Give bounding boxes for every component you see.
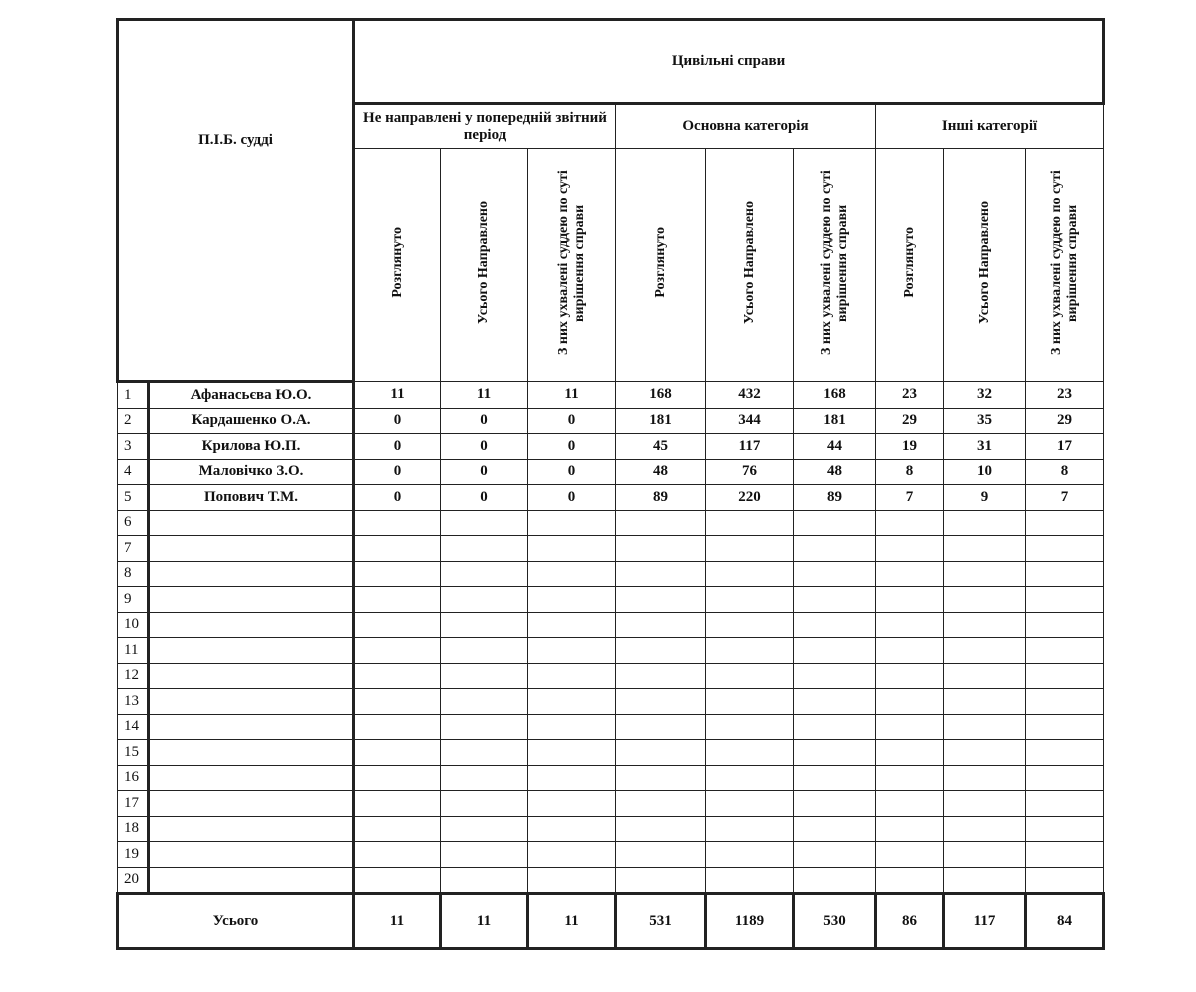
- judge-name: [149, 510, 354, 536]
- value-cell: 48: [794, 459, 876, 485]
- value-cell: [1026, 740, 1104, 766]
- subcolumn-header: [528, 149, 616, 382]
- row-number: 2: [118, 408, 149, 434]
- value-cell: [706, 842, 794, 868]
- value-cell: [706, 561, 794, 587]
- value-cell: [441, 561, 528, 587]
- row-number: 19: [118, 842, 149, 868]
- value-cell: [794, 714, 876, 740]
- value-cell: 0: [528, 459, 616, 485]
- value-cell: 181: [794, 408, 876, 434]
- value-cell: [354, 867, 441, 894]
- total-cell: 86: [876, 894, 944, 949]
- value-cell: [354, 536, 441, 562]
- value-cell: [354, 791, 441, 817]
- value-cell: [876, 867, 944, 894]
- value-cell: [354, 842, 441, 868]
- value-cell: [706, 536, 794, 562]
- value-cell: 0: [441, 459, 528, 485]
- value-cell: [1026, 612, 1104, 638]
- value-cell: 11: [441, 382, 528, 409]
- value-cell: 29: [1026, 408, 1104, 434]
- totals-row: [118, 894, 1104, 949]
- value-cell: [1026, 842, 1104, 868]
- judge-name: [149, 561, 354, 587]
- table-row: [118, 842, 1104, 868]
- value-cell: [441, 536, 528, 562]
- value-cell: [876, 740, 944, 766]
- value-cell: [616, 765, 706, 791]
- value-cell: 11: [528, 382, 616, 409]
- value-cell: [944, 816, 1026, 842]
- value-cell: 117: [706, 434, 794, 460]
- value-cell: [528, 791, 616, 817]
- table-row: [118, 663, 1104, 689]
- table-row: [118, 765, 1104, 791]
- value-cell: [354, 714, 441, 740]
- value-cell: [706, 765, 794, 791]
- value-cell: 0: [528, 434, 616, 460]
- value-cell: [794, 638, 876, 664]
- row-number: 17: [118, 791, 149, 817]
- row-number: 7: [118, 536, 149, 562]
- value-cell: [1026, 867, 1104, 894]
- value-cell: [441, 791, 528, 817]
- value-cell: 0: [441, 408, 528, 434]
- subcolumn-header-text: Розглянуто: [652, 227, 668, 298]
- value-cell: [441, 765, 528, 791]
- value-cell: [794, 612, 876, 638]
- value-cell: [528, 867, 616, 894]
- value-cell: [876, 842, 944, 868]
- table-row: [118, 382, 1104, 409]
- value-cell: [354, 740, 441, 766]
- value-cell: 44: [794, 434, 876, 460]
- value-cell: [944, 510, 1026, 536]
- value-cell: [794, 663, 876, 689]
- judge-name: [149, 740, 354, 766]
- value-cell: [1026, 791, 1104, 817]
- value-cell: 31: [944, 434, 1026, 460]
- value-cell: [616, 663, 706, 689]
- value-cell: [528, 740, 616, 766]
- value-cell: [944, 791, 1026, 817]
- value-cell: [944, 587, 1026, 613]
- subcolumn-header: [1026, 149, 1104, 382]
- total-cell: 84: [1026, 894, 1104, 949]
- value-cell: [706, 714, 794, 740]
- value-cell: [794, 689, 876, 715]
- value-cell: 48: [616, 459, 706, 485]
- value-cell: [706, 867, 794, 894]
- value-cell: [944, 638, 1026, 664]
- subcolumn-header-text: Усього Направлено: [976, 201, 992, 324]
- total-cell: 531: [616, 894, 706, 949]
- value-cell: [528, 587, 616, 613]
- value-cell: 0: [354, 485, 441, 511]
- judge-name: Кардашенко О.А.: [149, 408, 354, 434]
- value-cell: 8: [876, 459, 944, 485]
- value-cell: [528, 816, 616, 842]
- row-number: 6: [118, 510, 149, 536]
- value-cell: [441, 638, 528, 664]
- row-number: 4: [118, 459, 149, 485]
- value-cell: [441, 587, 528, 613]
- value-cell: [1026, 816, 1104, 842]
- value-cell: [1026, 765, 1104, 791]
- value-cell: [616, 714, 706, 740]
- value-cell: [1026, 561, 1104, 587]
- value-cell: [354, 510, 441, 536]
- value-cell: 89: [794, 485, 876, 511]
- value-cell: [616, 612, 706, 638]
- subcolumn-header-text: Розглянуто: [901, 227, 917, 298]
- value-cell: [528, 561, 616, 587]
- value-cell: [706, 510, 794, 536]
- value-cell: [944, 765, 1026, 791]
- value-cell: [944, 536, 1026, 562]
- value-cell: [441, 612, 528, 638]
- value-cell: [944, 612, 1026, 638]
- value-cell: [944, 689, 1026, 715]
- value-cell: 0: [441, 434, 528, 460]
- totals-label: Усього: [118, 894, 354, 949]
- value-cell: [616, 740, 706, 766]
- subcolumn-header: [441, 149, 528, 382]
- value-cell: 7: [1026, 485, 1104, 511]
- value-cell: 168: [616, 382, 706, 409]
- value-cell: [354, 587, 441, 613]
- value-cell: [616, 510, 706, 536]
- table-row: [118, 689, 1104, 715]
- value-cell: [876, 587, 944, 613]
- judge-name: Афанасьєва Ю.О.: [149, 382, 354, 409]
- group-header: Основна категорія: [616, 104, 876, 149]
- subcolumn-header-text: З них ухвалені суддею по суті вирішення справи: [1048, 170, 1080, 355]
- value-cell: [1026, 714, 1104, 740]
- table-row: [118, 561, 1104, 587]
- value-cell: 23: [1026, 382, 1104, 409]
- value-cell: [706, 740, 794, 766]
- value-cell: [876, 612, 944, 638]
- value-cell: [876, 510, 944, 536]
- value-cell: [528, 842, 616, 868]
- judge-name: [149, 689, 354, 715]
- value-cell: 45: [616, 434, 706, 460]
- value-cell: [794, 842, 876, 868]
- subcolumn-header: [354, 149, 441, 382]
- total-cell: 1189: [706, 894, 794, 949]
- row-number: 16: [118, 765, 149, 791]
- subcolumn-header-text: З них ухвалені суддею по суті вирішення справи: [818, 170, 850, 355]
- value-cell: 181: [616, 408, 706, 434]
- subcolumn-header-text: Усього Направлено: [476, 201, 491, 324]
- value-cell: [1026, 510, 1104, 536]
- judge-name: [149, 842, 354, 868]
- value-cell: 0: [441, 485, 528, 511]
- value-cell: [616, 791, 706, 817]
- value-cell: [876, 816, 944, 842]
- value-cell: [706, 638, 794, 664]
- value-cell: [794, 536, 876, 562]
- row-number: 20: [118, 867, 149, 894]
- judge-name: [149, 765, 354, 791]
- judge-name: [149, 587, 354, 613]
- value-cell: [616, 816, 706, 842]
- value-cell: [528, 765, 616, 791]
- value-cell: [528, 714, 616, 740]
- table-title: Цивільні справи: [354, 20, 1104, 104]
- value-cell: [1026, 587, 1104, 613]
- value-cell: [354, 689, 441, 715]
- value-cell: 220: [706, 485, 794, 511]
- subcolumn-header: [706, 149, 794, 382]
- row-number: 10: [118, 612, 149, 638]
- value-cell: [944, 561, 1026, 587]
- value-cell: [354, 765, 441, 791]
- value-cell: [441, 867, 528, 894]
- value-cell: 23: [876, 382, 944, 409]
- total-cell: 11: [528, 894, 616, 949]
- subcolumn-header-text: Розглянуто: [389, 227, 405, 298]
- judge-name: Маловічко З.О.: [149, 459, 354, 485]
- value-cell: [706, 587, 794, 613]
- value-cell: 0: [528, 408, 616, 434]
- value-cell: 29: [876, 408, 944, 434]
- table-row: [118, 740, 1104, 766]
- value-cell: [876, 791, 944, 817]
- value-cell: [876, 765, 944, 791]
- value-cell: [354, 663, 441, 689]
- subcolumn-header: [794, 149, 876, 382]
- table-row: [118, 714, 1104, 740]
- value-cell: [1026, 638, 1104, 664]
- value-cell: [354, 638, 441, 664]
- value-cell: [876, 689, 944, 715]
- subcolumn-header-text: З них ухвалені суддею по суті вирішення справи: [555, 170, 587, 355]
- value-cell: [528, 663, 616, 689]
- total-cell: 117: [944, 894, 1026, 949]
- value-cell: 19: [876, 434, 944, 460]
- value-cell: [528, 638, 616, 664]
- value-cell: 9: [944, 485, 1026, 511]
- table-row: [118, 612, 1104, 638]
- value-cell: 32: [944, 382, 1026, 409]
- value-cell: [528, 689, 616, 715]
- value-cell: [1026, 536, 1104, 562]
- value-cell: [616, 638, 706, 664]
- value-cell: 0: [354, 408, 441, 434]
- value-cell: [876, 663, 944, 689]
- judge-name: Крилова Ю.П.: [149, 434, 354, 460]
- value-cell: 8: [1026, 459, 1104, 485]
- judge-name: [149, 536, 354, 562]
- judge-name-header-text: П.І.Б. судді: [198, 132, 273, 148]
- value-cell: [441, 740, 528, 766]
- judge-name: Попович Т.М.: [149, 485, 354, 511]
- value-cell: 0: [354, 434, 441, 460]
- value-cell: 0: [528, 485, 616, 511]
- table-row: [118, 587, 1104, 613]
- value-cell: [794, 765, 876, 791]
- value-cell: [706, 689, 794, 715]
- table-row: [118, 816, 1104, 842]
- table-row: [118, 791, 1104, 817]
- table-row: [118, 434, 1104, 460]
- value-cell: [528, 536, 616, 562]
- value-cell: [441, 510, 528, 536]
- group-header: Не направлені у попередній звітний період: [354, 104, 616, 149]
- value-cell: [944, 714, 1026, 740]
- judge-name: [149, 663, 354, 689]
- table-row: [118, 408, 1104, 434]
- value-cell: [1026, 663, 1104, 689]
- judge-name: [149, 791, 354, 817]
- value-cell: [944, 867, 1026, 894]
- value-cell: 35: [944, 408, 1026, 434]
- value-cell: [794, 791, 876, 817]
- value-cell: 7: [876, 485, 944, 511]
- value-cell: 89: [616, 485, 706, 511]
- subcolumn-header-text: Усього Направлено: [741, 201, 757, 324]
- value-cell: [706, 791, 794, 817]
- value-cell: [441, 714, 528, 740]
- value-cell: [616, 842, 706, 868]
- judge-name: [149, 612, 354, 638]
- group-header: Інші категорії: [876, 104, 1104, 149]
- row-number: 15: [118, 740, 149, 766]
- value-cell: [1026, 689, 1104, 715]
- value-cell: [706, 663, 794, 689]
- table-row: [118, 638, 1104, 664]
- row-number: 14: [118, 714, 149, 740]
- value-cell: [794, 561, 876, 587]
- value-cell: [616, 561, 706, 587]
- value-cell: [441, 816, 528, 842]
- row-number: 8: [118, 561, 149, 587]
- judge-name: [149, 714, 354, 740]
- value-cell: [944, 740, 1026, 766]
- value-cell: [794, 867, 876, 894]
- value-cell: 17: [1026, 434, 1104, 460]
- value-cell: [528, 510, 616, 536]
- value-cell: [876, 536, 944, 562]
- table-row: [118, 510, 1104, 536]
- table-row: [118, 867, 1104, 894]
- row-number: 11: [118, 638, 149, 664]
- value-cell: [441, 689, 528, 715]
- value-cell: [616, 867, 706, 894]
- value-cell: 168: [794, 382, 876, 409]
- table-row: [118, 536, 1104, 562]
- total-cell: 530: [794, 894, 876, 949]
- value-cell: 11: [354, 382, 441, 409]
- value-cell: [876, 638, 944, 664]
- value-cell: [441, 842, 528, 868]
- value-cell: [794, 740, 876, 766]
- value-cell: [876, 714, 944, 740]
- value-cell: [794, 816, 876, 842]
- value-cell: 10: [944, 459, 1026, 485]
- value-cell: [706, 612, 794, 638]
- civil-cases-table: [116, 18, 1105, 950]
- subcolumn-header: [944, 149, 1026, 382]
- judge-name: [149, 816, 354, 842]
- value-cell: [354, 612, 441, 638]
- row-number: 13: [118, 689, 149, 715]
- value-cell: [354, 816, 441, 842]
- value-cell: [794, 510, 876, 536]
- judge-name: [149, 867, 354, 894]
- total-cell: 11: [354, 894, 441, 949]
- value-cell: 432: [706, 382, 794, 409]
- value-cell: 0: [354, 459, 441, 485]
- row-number: 3: [118, 434, 149, 460]
- value-cell: [794, 587, 876, 613]
- value-cell: [441, 663, 528, 689]
- value-cell: [706, 816, 794, 842]
- value-cell: [616, 587, 706, 613]
- judge-name: [149, 638, 354, 664]
- table-row: [118, 459, 1104, 485]
- value-cell: [944, 663, 1026, 689]
- subcolumn-header: [876, 149, 944, 382]
- row-number: 12: [118, 663, 149, 689]
- value-cell: 76: [706, 459, 794, 485]
- value-cell: 344: [706, 408, 794, 434]
- total-cell: 11: [441, 894, 528, 949]
- value-cell: [528, 612, 616, 638]
- row-number: 9: [118, 587, 149, 613]
- subcolumn-header: [616, 149, 706, 382]
- row-number: 5: [118, 485, 149, 511]
- row-number: 1: [118, 382, 149, 409]
- value-cell: [616, 536, 706, 562]
- value-cell: [944, 842, 1026, 868]
- value-cell: [616, 689, 706, 715]
- judge-name-header: [118, 20, 354, 382]
- row-number: 18: [118, 816, 149, 842]
- table-row: [118, 485, 1104, 511]
- value-cell: [876, 561, 944, 587]
- value-cell: [354, 561, 441, 587]
